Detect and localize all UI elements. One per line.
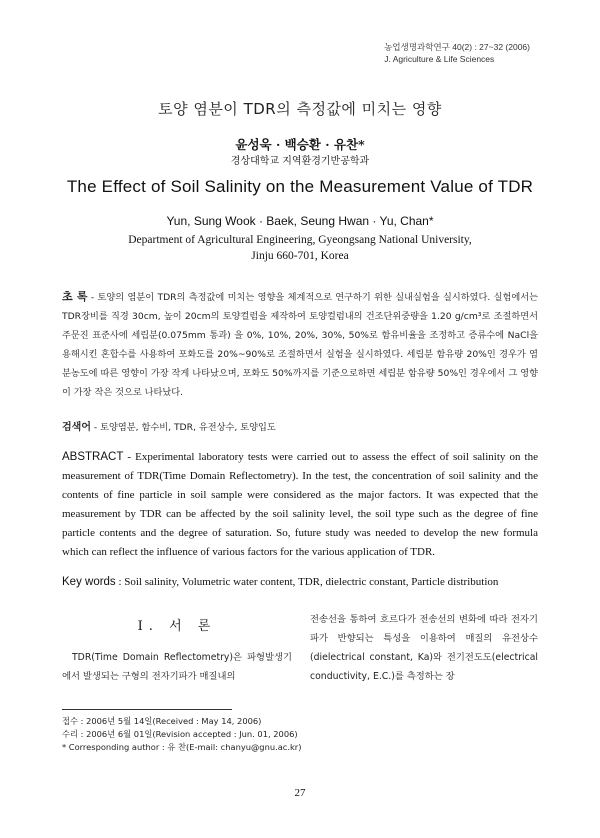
- korean-abstract-text: - 토양의 염분이 TDR의 측정값에 미치는 영향을 체계적으로 연구하기 위한 실내실험을 실시하였다. 실험에서는 TDR장비를 직경 30cm, 높이 20cm의 토양컬럼을 제작하여 토양컬럼내의 건조단위중량을 1.20 g/cm³로 조절하면서 주문진 표준사에 세립분(0.075mm 통과) 을 0%, 10%, 20%, 30%, 50%로 함유비율을 조정하고 증류수에 NaCl을 용해시킨 혼합수를 사용하여 포화도를 20%~90%로 조절하면서 실험을 실시하였다. 세립분 함유량 20%인 경우가 염분농도에 따른 영향이 가장 작게 나타났으며, 포화도 50%까지를 기준으로하면 세립분 함유량 50%인 경우에서 그 영향이 가장 작은 것으로 나타났다.: [62, 292, 538, 398]
- footnote-received: 접수 : 2006년 5월 14일(Received : May 14, 2006): [62, 716, 262, 726]
- korean-abstract: [62, 288, 538, 402]
- korean-keywords-label: 검색어: [62, 422, 91, 433]
- footnote-divider: [62, 709, 232, 710]
- journal-citation: 농업생명과학연구 40(2) : 27~32 (2006): [384, 42, 530, 52]
- korean-authors: 윤성욱 · 백승환 · 유찬*: [235, 137, 365, 152]
- korean-abstract-label: 초 록: [62, 290, 88, 303]
- affiliation-line-1: Department of Agricultural Engineering, Gyeongsang National University,: [128, 234, 472, 246]
- english-abstract: [62, 448, 538, 561]
- korean-title: 토양 염분이 TDR의 측정값에 미치는 영향: [158, 100, 442, 118]
- english-keywords: [62, 576, 538, 588]
- korean-affiliation: 경상대학교 지역환경기반공학과: [230, 156, 370, 167]
- footnote-revised: 수리 : 2006년 6월 01일(Revision accepted : Jun. 01, 2006): [62, 729, 298, 739]
- section-heading: I. 서 론: [137, 619, 217, 634]
- body-column-left: [62, 615, 292, 686]
- affiliation-line-2: Jinju 660-701, Korea: [251, 250, 349, 262]
- english-keywords-label: Key words: [62, 576, 116, 588]
- intro-paragraph-left: TDR(Time Domain Reflectometry)은 파형발생기에서 발생되는 구형의 전자기파가 매질내의: [62, 652, 292, 682]
- english-affiliation: [0, 232, 600, 264]
- footnotes: [62, 715, 301, 754]
- english-abstract-text: - Experimental laboratory tests were carried out to assess the effect of soil salinity on the measurement of TDR(Time Domain Reflectometry). In the test, the concentration of soil salinity and the contents of fine particle in soil sample were considered as the major factors. It was expected that the measurement by TDR can be affected by the soil salinity level, the soil type such as the degree of fine particle contents and the degree of saturation. So, future study was needed to develop the new formula which can reflect the influence of various factors for the various application of TDR.: [62, 451, 538, 558]
- journal-name: J. Agriculture & Life Sciences: [384, 54, 495, 64]
- english-keywords-text: : Soil salinity, Volumetric water content, TDR, dielectric constant, Particle distribution: [115, 576, 499, 588]
- journal-header: [384, 41, 530, 65]
- english-abstract-label: ABSTRACT: [62, 451, 124, 463]
- english-authors: Yun, Sung Wook · Baek, Seung Hwan · Yu, Chan*: [166, 214, 434, 228]
- english-title: The Effect of Soil Salinity on the Measurement Value of TDR: [66, 177, 534, 196]
- intro-paragraph-right: 전송선을 통하여 흐르다가 전송선의 변화에 따라 전자기파가 반향되는 특성을 이용하여 매질의 유전상수(dielectrical constant, Ka)와 전기전도도(electrical conductivity, E.C.)를 측정하는 장: [310, 614, 538, 682]
- footnote-corresponding-author: * Corresponding author : 유 찬(E-mail: chanyu@gnu.ac.kr): [62, 742, 302, 752]
- korean-keywords: [62, 418, 538, 433]
- body-column-right: [310, 610, 538, 686]
- korean-keywords-text: - 토양염분, 함수비, TDR, 유전상수, 토양입도: [90, 422, 276, 433]
- page-number: 27: [294, 787, 306, 799]
